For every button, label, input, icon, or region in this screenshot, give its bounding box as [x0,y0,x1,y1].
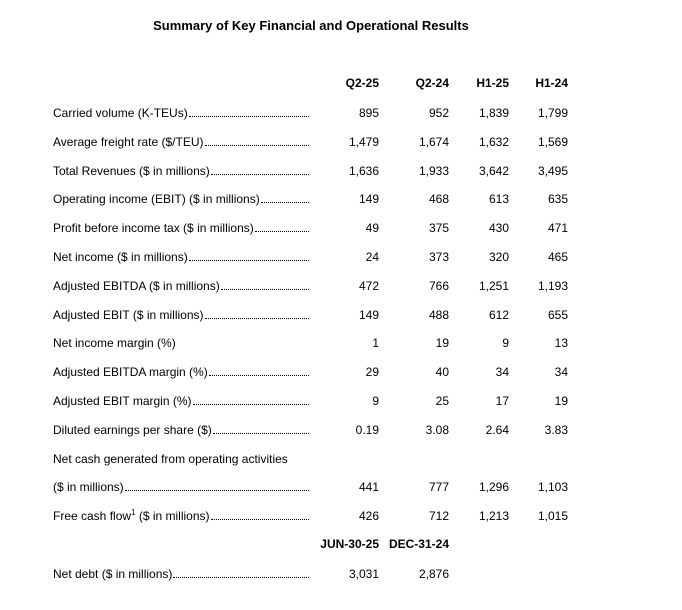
cell-h1-24: 3,495 [537,164,568,178]
row-label-text: Adjusted EBIT margin (%) [53,394,192,408]
dot-leader [189,251,309,261]
row-label-text: Adjusted EBIT ($ in millions) [53,308,204,322]
row-label-text: Net debt ($ in millions) [53,567,173,581]
cell-h1-24: 635 [547,192,568,206]
row-label [53,250,309,264]
cell-q2-25: 0.19 [355,423,379,437]
dot-leader [125,481,309,491]
cell-q2-25: 149 [358,192,379,206]
row-label [53,106,309,120]
cell-h1-25: 17 [495,394,509,408]
cash-heading-text: Net cash generated from operating activities [53,452,288,466]
row-label-text: Adjusted EBITDA margin (%) [53,365,208,379]
cell-q2-25: 895 [358,106,379,120]
cell-q2-25: 9 [372,394,379,408]
row-label [53,480,309,494]
dot-leader [213,424,309,434]
row-label [53,221,309,235]
cell-h1-25: 2.64 [485,423,509,437]
cell-jun-30-25: 3,031 [348,567,379,581]
row-label-text: Adjusted EBITDA ($ in millions) [53,279,220,293]
cell-q2-25: 1,636 [348,164,379,178]
dot-leader [189,107,309,117]
cell-q2-24: 468 [428,192,449,206]
column-header-h1-24: H1-24 [535,76,568,90]
dot-leader [261,193,309,203]
cell-q2-25: 24 [365,250,379,264]
table-row [0,250,682,270]
cell-q2-25: 149 [358,308,379,322]
row-label [53,509,309,523]
cell-h1-24: 1,015 [537,509,568,523]
cell-q2-25: 1 [372,336,379,350]
cell-h1-25: 1,213 [478,509,509,523]
table-row [0,394,682,414]
cell-q2-24: 3.08 [425,423,449,437]
column-header-q2-24: Q2-24 [415,76,449,90]
row-label [53,192,309,206]
table-row [0,308,682,328]
cell-h1-24: 13 [554,336,568,350]
row-label [53,394,309,408]
dot-leader [205,136,309,146]
dot-leader [211,165,309,175]
dot-leader [205,309,309,319]
fcf-label-post: ($ in millions) [135,509,210,523]
cell-h1-25: 612 [488,308,509,322]
cell-q2-25: 49 [365,221,379,235]
section-heading-row [0,452,682,472]
table-row [0,509,682,529]
report-title: Summary of Key Financial and Operational Results [153,18,469,33]
cell-h1-25: 34 [495,365,509,379]
cell-q2-24: 25 [435,394,449,408]
cell-q2-25: 1,479 [348,135,379,149]
row-label [53,279,309,293]
dot-leader [211,510,310,520]
row-label-text: ($ in millions) [53,480,124,494]
cell-q2-24: 766 [428,279,449,293]
cell-h1-25: 1,296 [478,480,509,494]
cell-q2-25: 441 [358,480,379,494]
row-label-text: Net income ($ in millions) [53,250,188,264]
dot-leader [173,568,309,578]
cell-q2-24: 373 [428,250,449,264]
table-row [0,221,682,241]
cell-q2-25: 426 [358,509,379,523]
cell-h1-25: 9 [502,336,509,350]
row-label-text [53,509,210,523]
cell-h1-24: 3.83 [544,423,568,437]
cell-q2-24: 19 [435,336,449,350]
cell-h1-24: 19 [554,394,568,408]
table-row [0,279,682,299]
cell-q2-24: 375 [428,221,449,235]
dot-leader [209,366,309,376]
cell-q2-25: 472 [358,279,379,293]
table-row [0,423,682,443]
table-row [0,135,682,155]
cell-h1-24: 1,103 [537,480,568,494]
row-label-text: Carried volume (K-TEUs) [53,106,188,120]
fcf-label-pre: Free cash flow [53,509,132,523]
cell-q2-24: 1,674 [418,135,449,149]
cell-q2-24: 1,933 [418,164,449,178]
table-row [0,106,682,126]
dot-leader [221,280,309,290]
row-label [53,164,309,178]
cell-h1-25: 1,632 [478,135,509,149]
cell-h1-24: 465 [547,250,568,264]
column-header-q2-25: Q2-25 [345,76,379,90]
dot-leader [255,222,309,232]
cell-h1-24: 1,799 [537,106,568,120]
row-label [53,423,309,437]
cell-q2-24: 40 [435,365,449,379]
cell-h1-24: 34 [554,365,568,379]
cell-q2-24: 712 [428,509,449,523]
cell-q2-25: 29 [365,365,379,379]
row-label [53,365,309,379]
row-label-text: Average freight rate ($/TEU) [53,135,204,149]
cell-h1-25: 3,642 [478,164,509,178]
cell-h1-25: 1,839 [478,106,509,120]
column-header-jun-30-25: JUN-30-25 [320,537,379,551]
row-label-text: Operating income (EBIT) ($ in millions) [53,192,260,206]
table-row [0,164,682,184]
cell-q2-24: 777 [428,480,449,494]
cell-q2-24: 488 [428,308,449,322]
cell-h1-24: 1,193 [537,279,568,293]
cell-h1-25: 430 [488,221,509,235]
cell-h1-24: 1,569 [537,135,568,149]
table-row [0,567,682,587]
row-label-text: Total Revenues ($ in millions) [53,164,210,178]
row-label-text: Diluted earnings per share ($) [53,423,212,437]
cell-dec-31-24: 2,876 [418,567,449,581]
cell-h1-24: 471 [547,221,568,235]
column-header-h1-25: H1-25 [476,76,509,90]
cash-heading [53,452,309,466]
cell-h1-24: 655 [547,308,568,322]
row-label [53,308,309,322]
row-label [53,135,309,149]
column-header-dec-31-24: DEC-31-24 [388,537,449,551]
cell-q2-24: 952 [428,106,449,120]
cell-h1-25: 320 [488,250,509,264]
footnote-marker: 1 [131,509,136,517]
row-label [53,567,309,581]
cell-h1-25: 613 [488,192,509,206]
table-row [0,336,682,356]
table-row [0,192,682,212]
row-label-text: Profit before income tax ($ in millions) [53,221,254,235]
row-label [53,336,309,350]
dot-leader [193,395,310,405]
row-label-text: Net income margin (%) [53,336,176,350]
table-row [0,365,682,385]
cell-h1-25: 1,251 [478,279,509,293]
table-row [0,480,682,500]
